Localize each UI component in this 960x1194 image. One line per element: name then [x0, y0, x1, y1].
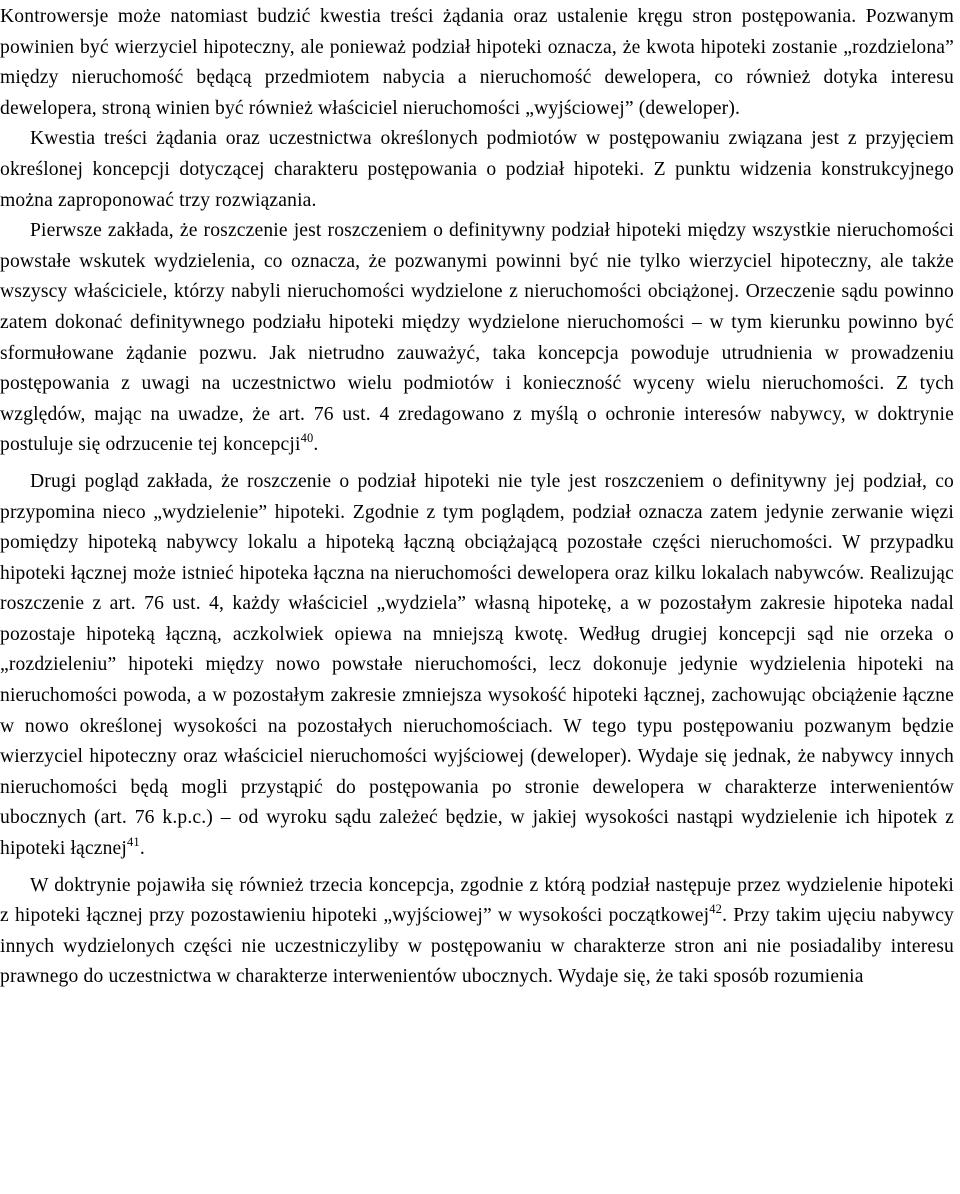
- footnote-ref-42[interactable]: 42: [709, 902, 723, 917]
- paragraph-text: Kontrowersje może natomiast budzić kwestia treści żądania oraz ustalenie kręgu stron postępowania. Pozwanym powinien być wierzyciel hipoteczny, ale ponieważ podział hipoteki oznacza, że kwota hipoteki zostanie „rozdzielona” między nieruchomość będącą przedmiotem nabycia a nieruchomość dewelopera, co również dotyka interesu dewelopera, stroną winien być również właściciel nieruchomości „wyjściowej” (deweloper).: [0, 6, 954, 119]
- paragraph-2: [0, 124, 954, 216]
- paragraph-tail: . Przy takim ujęciu nabywcy innych wydzielonych części nie uczestniczyliby w postępowaniu w charakterze stron ani nie posiadaliby interesu prawnego do uczestnictwa w charakterze interwenientów ubocznych. Wydaje się, że taki sposób rozumienia: [0, 905, 955, 988]
- paragraph-tail: .: [139, 838, 145, 860]
- paragraph-text: W doktrynie pojawiła się również trzecia koncepcja, zgodnie z którą podział następuje przez wydzielenie hipoteki z hipoteki łącznej przy pozostawieniu hipoteki „wyjściowej” w wysokości początkowej: [0, 874, 954, 927]
- paragraph-text: Kwestia treści żądania oraz uczestnictwa określonych podmiotów w postępowaniu związana jest z przyjęciem określonej koncepcji dotyczącej charakteru postępowania o podział hipoteki. Z punktu widzenia konstrukcyjnego można zaproponować trzy rozwiązania.: [0, 128, 954, 211]
- paragraph-text: Drugi pogląd zakłada, że roszczenie o podział hipoteki nie tyle jest roszczeniem o definitywny jej podział, co przypomina nieco „wydzielenie” hipoteki. Zgodnie z tym poglądem, podział oznacza zatem jedynie zerwanie więzi pomiędzy hipoteką nabywcy lokalu a hipoteką łączną obciążającą pozostałe części nieruchomości. W przypadku hipoteki łącznej może istnieć hipoteka łączna na nieruchomości dewelopera oraz kilku lokalach nabywców. Realizując roszczenie z art. 76 ust. 4, każdy właściciel „wydziela” własną hipotekę, a w pozostałym zakresie hipoteka nadal pozostaje hipoteką łączną, aczkolwiek opiewa na mniejszą kwotę. Według drugiej koncepcji sąd nie orzeka o „rozdzieleniu” hipoteki między nowo powstałe nieruchomości, lecz dokonuje jedynie wydzielenia hipoteki na nieruchomości powoda, a w pozostałym zakresie zmniejsza wysokość hipoteki łącznej, zachowując obciążenie łączne w nowo określonej wysokości na pozostałych nieruchomościach. W tego typu postępowaniu pozwanym będzie wierzyciel hipoteczny oraz właściciel nieruchomości wyjściowej (deweloper). Wydaje się jednak, że nabywcy innych nieruchomości będą mogli przystąpić do postępowania po stronie dewelopera w charakterze interwenientów ubocznych (art. 76 k.p.c.) – od wyroku sądu zależeć będzie, w jakiej wysokości nastąpi wydzielenie ich hipotek z hipoteki łącznej: [0, 470, 954, 860]
- paragraph-4: [0, 467, 954, 865]
- footnote-ref-40[interactable]: 40: [300, 431, 314, 446]
- paragraph-1: [0, 2, 954, 124]
- paragraph-5: [0, 871, 954, 993]
- paragraph-3: [0, 216, 954, 461]
- paragraph-text: Pierwsze zakłada, że roszczenie jest roszczeniem o definitywny podział hipoteki między wszystkie nieruchomości powstałe wskutek wydzielenia, co oznacza, że pozwanymi powinni być nie tylko wierzyciel hipoteczny, ale także wszyscy właściciele, którzy nabyli nieruchomości wydzielone z nieruchomości obciążonej. Orzeczenie sądu powinno zatem dokonać definitywnego podziału hipoteki między wydzielone nieruchomości – w tym kierunku powinno być sformułowane żądanie pozwu. Jak nietrudno zauważyć, taka koncepcja powoduje utrudnienia w prowadzeniu postępowania z uwagi na uczestnictwo wielu podmiotów i konieczność wyceny wielu nieruchomości. Z tych względów, mając na uwadze, że art. 76 ust. 4 zredagowano z myślą o ochronie interesów nabywcy, w doktrynie postuluje się odrzucenie tej koncepcji: [0, 220, 954, 456]
- paragraph-tail: .: [313, 434, 319, 456]
- footnote-ref-41[interactable]: 41: [127, 835, 140, 850]
